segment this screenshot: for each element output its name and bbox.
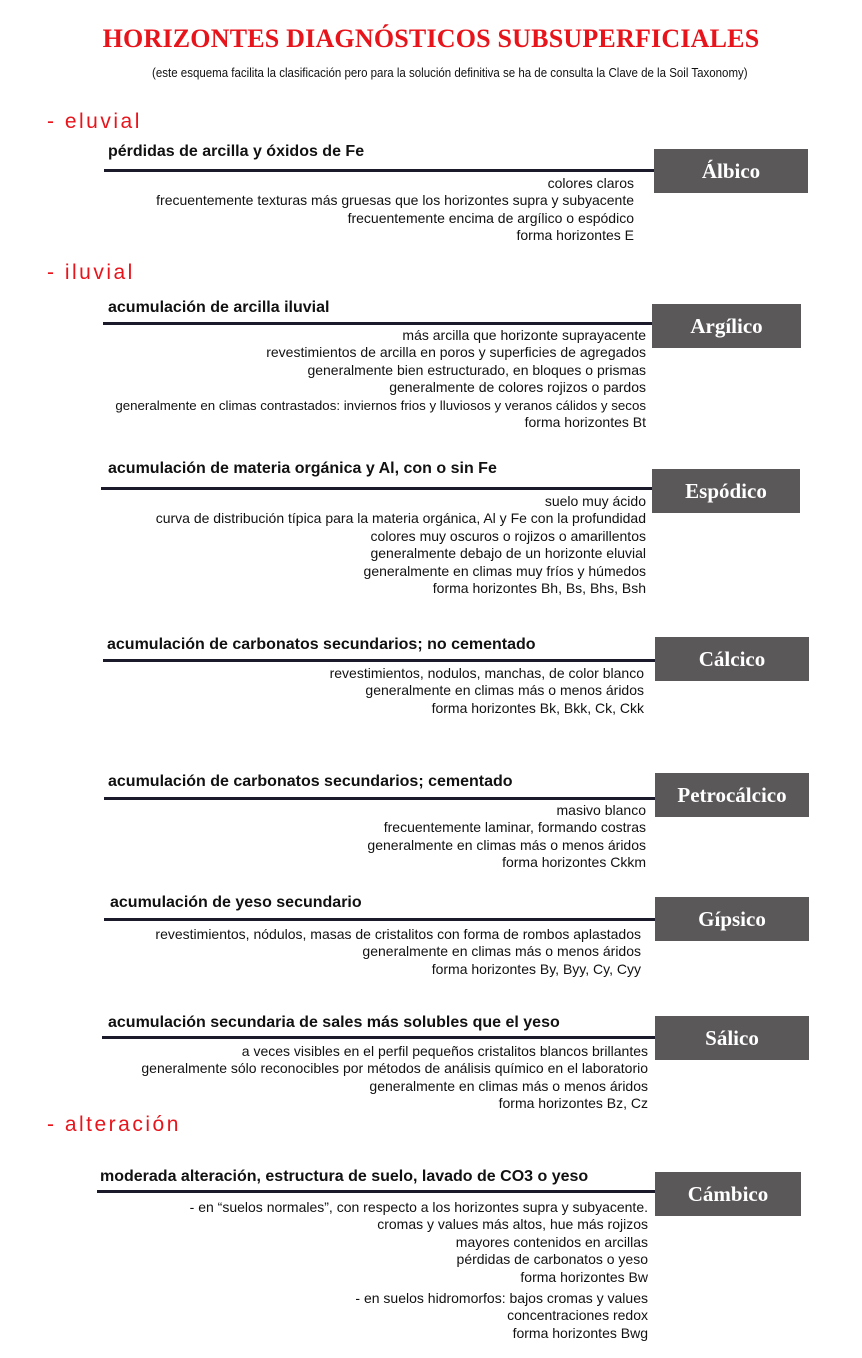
line: pérdidas de carbonatos o yeso (456, 1251, 648, 1268)
line: forma horizontes Bk, Bkk, Ck, Ckk (431, 699, 644, 716)
line: - en “suelos normales”, con respecto a los horizontes supra y subyacente. (189, 1199, 648, 1215)
horizon-rule (104, 169, 656, 172)
section-eluvial: - eluvial (47, 110, 142, 133)
horizon-box-espodico: Espódico (652, 469, 800, 513)
section-alteracion: - alteración (47, 1113, 181, 1136)
line: suelo muy ácido (544, 493, 646, 509)
line: colores muy oscuros o rojizos o amarillentos (370, 527, 646, 544)
line: forma horizontes Ckkm (502, 854, 646, 871)
horizon-lines-salico (141, 1043, 648, 1113)
horizon-heading: pérdidas de arcilla y óxidos de Fe (108, 143, 365, 160)
horizon-rule (103, 322, 653, 325)
line: revestimientos, nódulos, masas de cristalitos con forma de rombos aplastados (155, 926, 641, 942)
line: forma horizontes Bt (524, 413, 646, 430)
line: forma horizontes Bh, Bs, Bhs, Bsh (432, 579, 646, 596)
horizon-lines-argilico (115, 327, 646, 431)
horizon-rule (102, 1036, 659, 1039)
line: generalmente en climas muy fríos y húmedos (363, 562, 646, 579)
horizon-heading: acumulación de yeso secundario (110, 894, 362, 911)
line: forma horizontes Bwg (512, 1324, 648, 1341)
line: frecuentemente texturas más gruesas que los horizontes supra y subyacente (156, 192, 634, 209)
horizon-heading: acumulación secundaria de sales más solubles que el yeso (108, 1014, 560, 1031)
horizon-box-albico: Álbico (654, 149, 808, 193)
line: frecuentemente laminar, formando costras (383, 819, 646, 836)
line: concentraciones redox (507, 1307, 648, 1324)
line: generalmente sólo reconocibles por métodos de análisis químico en el laboratorio (141, 1060, 648, 1077)
line: generalmente bien estructurado, en bloques o prismas (307, 361, 646, 378)
section-iluvial: - iluvial (47, 261, 135, 284)
line: generalmente en climas más o menos áridos (362, 943, 641, 960)
horizon-lines-gipsico (155, 926, 641, 978)
line: forma horizontes E (516, 227, 634, 244)
horizon-rule (101, 487, 653, 490)
line: generalmente en climas más o menos áridos (369, 1077, 648, 1094)
horizon-box-argilico: Argílico (652, 304, 801, 348)
line: forma horizontes Bz, Cz (498, 1095, 648, 1112)
horizon-heading: acumulación de arcilla iluvial (108, 299, 330, 316)
line: mayores contenidos en arcillas (455, 1233, 648, 1250)
horizon-box-calcico: Cálcico (655, 637, 809, 681)
line: forma horizontes By, Byy, Cy, Cyy (431, 960, 641, 977)
horizon-box-gipsico: Gípsico (655, 897, 809, 941)
horizon-lines-petrocalcico (367, 802, 646, 872)
line: - en suelos hidromorfos: bajos cromas y values (355, 1290, 648, 1306)
page-subtitle: (este esquema facilita la clasificación pero para la solución definitiva se ha de consulta la Clave de la Soil Taxonomy) (152, 66, 748, 80)
horizon-box-salico: Sálico (655, 1016, 809, 1060)
line: masivo blanco (556, 802, 646, 818)
horizon-heading: acumulación de materia orgánica y Al, con o sin Fe (108, 460, 497, 477)
horizon-lines-albico (156, 175, 634, 245)
line: forma horizontes Bw (520, 1268, 648, 1285)
line: más arcilla que horizonte suprayacente (402, 327, 646, 343)
line: generalmente en climas más o menos áridos (365, 682, 644, 699)
horizon-rule (104, 797, 656, 800)
horizon-box-petrocalcico: Petrocálcico (655, 773, 809, 817)
line: revestimientos, nodulos, manchas, de color blanco (329, 665, 644, 681)
horizon-lines-espodico (156, 493, 646, 597)
line: generalmente en climas más o menos áridos (367, 836, 646, 853)
horizon-lines-calcico (330, 665, 644, 717)
line: frecuentemente encima de argílico o espódico (347, 209, 634, 226)
line: curva de distribución típica para la materia orgánica, Al y Fe con la profundidad (155, 510, 646, 527)
line: a veces visibles en el perfil pequeños cristalitos blancos brillantes (241, 1043, 648, 1059)
horizon-lines-cambico (190, 1199, 648, 1286)
horizon-box-cambico: Cámbico (655, 1172, 801, 1216)
line: generalmente en climas contrastados: inviernos frios y lluviosos y veranos cálidos y secos (115, 397, 646, 413)
line: generalmente de colores rojizos o pardos (389, 379, 646, 396)
horizon-heading: acumulación de carbonatos secundarios; cementado (108, 773, 513, 790)
horizon-lines-cambico-hidromorfos (355, 1290, 648, 1342)
line: generalmente debajo de un horizonte eluvial (370, 545, 646, 562)
horizon-heading: moderada alteración, estructura de suelo, lavado de CO3 o yeso (100, 1168, 589, 1185)
line: revestimientos de arcilla en poros y superficies de agregados (266, 344, 646, 361)
line: colores claros (547, 175, 634, 191)
horizon-rule (103, 659, 656, 662)
line: cromas y values más altos, hue más rojizos (377, 1216, 648, 1233)
horizon-rule (97, 1190, 655, 1193)
page-title: HORIZONTES DIAGNÓSTICOS SUBSUPERFICIALES (102, 24, 760, 53)
horizon-heading: acumulación de carbonatos secundarios; no cementado (107, 636, 536, 653)
horizon-rule (104, 918, 656, 921)
